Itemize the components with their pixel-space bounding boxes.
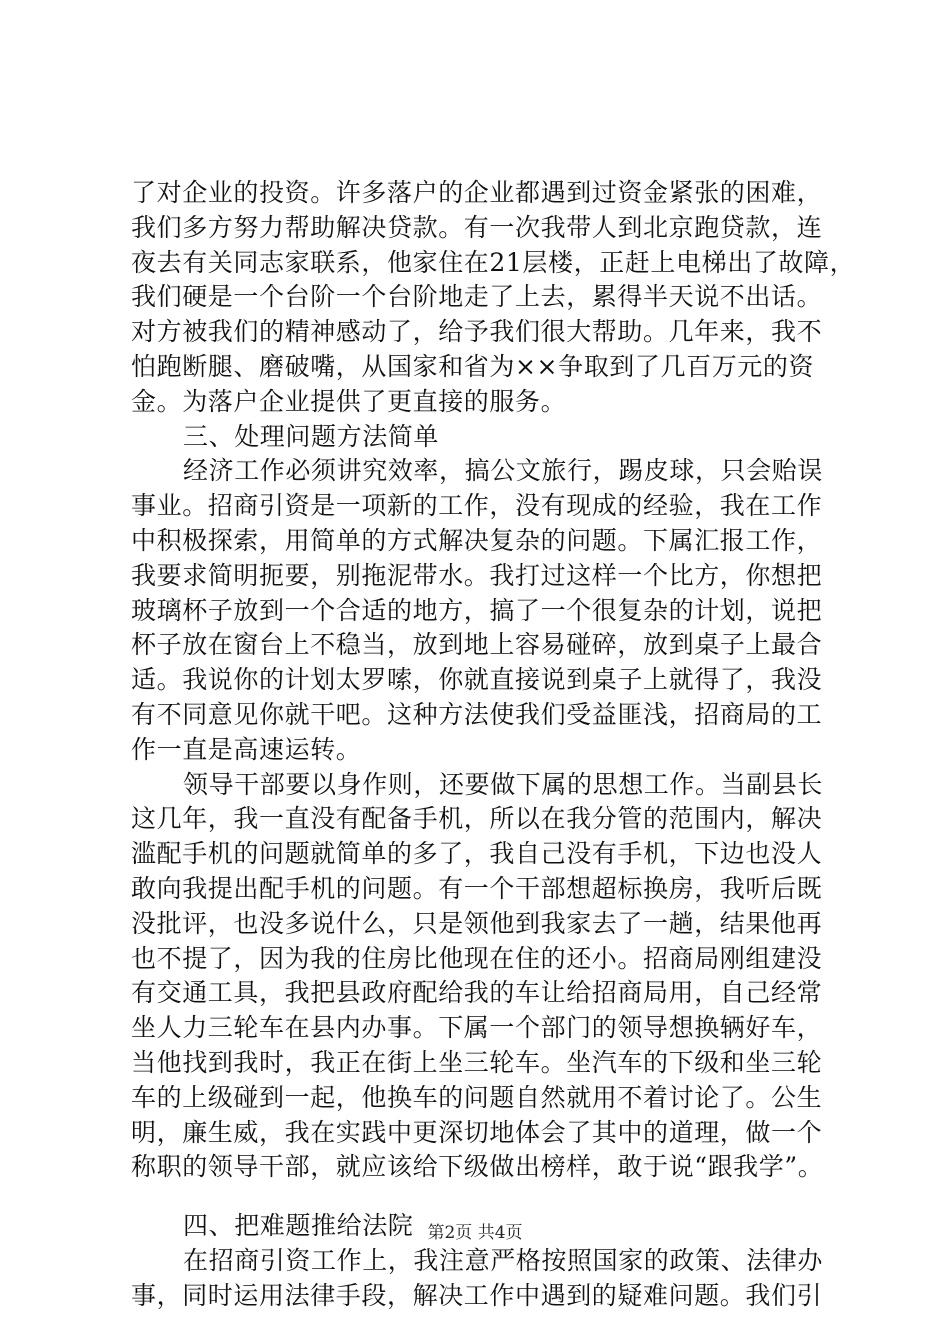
body-line: 滥配手机的问题就简单的多了，我自己没有手机，下边也没人 [131,839,823,869]
body-line: 这几年，我一直没有配备手机，所以在我分管的范围内，解决 [131,804,823,834]
page-footer: 第2页 共4页 [427,1223,523,1243]
body-line: 当他找到我时，我正在街上坐三轮车。坐汽车的下级和坐三轮 [131,1047,823,1077]
body-line: 没批评，也没多说什么，只是领他到我家去了一趟，结果他再 [131,908,823,938]
section-heading: 三、处理问题方法简单 [183,421,440,451]
body-line: 称职的领导干部，就应该给下级做出榜样，敢于说“跟我学”。 [131,1152,824,1182]
body-line: 了对企业的投资。许多落户的企业都遇到过资金紧张的困难， [131,178,823,207]
body-line: 我要求简明扼要，别拖泥带水。我打过这样一个比方，你想把 [131,560,823,590]
body-line: 对方被我们的精神感动了，给予我们很大帮助。几年来，我不 [131,317,823,347]
body-line: 经济工作必须讲究效率，搞公文旅行，踢皮球，只会贻误 [183,456,824,486]
paragraph-gap [131,1185,831,1209]
body-line: 作一直是高速运转。 [131,734,362,764]
section-heading: 四、把难题推给法院 [183,1211,414,1241]
body-line: 事，同时运用法律手段，解决工作中遇到的疑难问题。我们引 [131,1280,823,1310]
body-line: 坐人力三轮车在县内办事。下属一个部门的领导想换辆好车， [131,1013,823,1043]
body-line: 明，廉生威，我在实践中更深切地体会了其中的道理，做一个 [131,1117,823,1147]
body-line: 玻璃杯子放到一个合适的地方，搞了一个很复杂的计划，说把 [131,595,823,625]
body-line: 我们多方努力帮助解决贷款。有一次我带人到北京跑贷款，连 [131,212,823,242]
body-line: 有交通工具，我把县政府配给我的车让给招商局用，自己经常 [131,978,823,1008]
body-line: 有不同意见你就干吧。这种方法使我们受益匪浅，招商局的工 [131,699,823,729]
body-line: 适。我说你的计划太罗嗦，你就直接说到桌子上就得了，我没 [131,665,823,695]
body-line: 在招商引资工作上，我注意严格按照国家的政策、法律办 [183,1245,824,1275]
body-line: 领导干部要以身作则，还要做下属的思想工作。当副县长 [183,769,824,799]
body-line: 夜去有关同志家联系，他家住在21层楼，正赶上电梯出了故障， [131,247,856,277]
document-body [131,176,856,1314]
body-line: 中积极探索，用简单的方式解决复杂的问题。下属汇报工作， [131,525,823,555]
body-line: 也不提了，因为我的住房比他现在住的还小。招商局刚组建没 [131,943,823,973]
body-line: 敢向我提出配手机的问题。有一个干部想超标换房，我听后既 [131,873,823,903]
body-line: 金。为落户企业提供了更直接的服务。 [131,386,567,416]
body-line: 车的上级碰到一起，他换车的问题自然就用不着讨论了。公生 [131,1082,823,1112]
body-line: 事业。招商引资是一项新的工作，没有现成的经验，我在工作 [131,491,823,521]
body-line: 杯子放在窗台上不稳当，放到地上容易碰碎，放到桌子上最合 [131,630,823,660]
body-line: 怕跑断腿、磨破嘴，从国家和省为××争取到了几百万元的资 [131,351,815,381]
body-line: 我们硬是一个台阶一个台阶地走了上去，累得半天说不出话。 [131,282,823,312]
